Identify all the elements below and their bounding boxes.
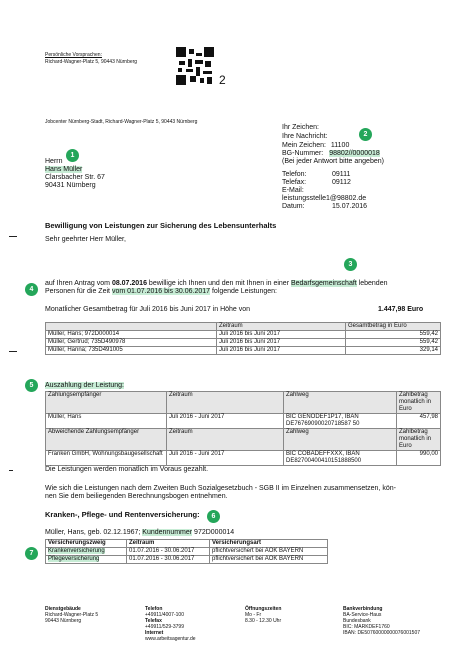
reference-ihr-zeichen: Ihr Zeichen: xyxy=(282,124,319,131)
footer-line: Mo - Fr xyxy=(245,612,262,618)
table-cell: Müller, Gertrud; 735D490978 xyxy=(46,339,217,347)
bg-number-note: (Bei jeder Antwort bitte angeben) xyxy=(282,158,384,165)
table-cell: 329,14 xyxy=(346,347,441,355)
telefax-value: 09112 xyxy=(332,179,351,186)
p1-part-d: Personen für die Zeit xyxy=(45,288,112,295)
footer-fax-title: Telefax xyxy=(145,618,162,624)
telefax-label: Telefax: xyxy=(282,179,307,186)
marker-6: 6 xyxy=(207,510,220,523)
marker-2: 2 xyxy=(359,128,372,141)
footer-line: BIC: MARKDEF1760 xyxy=(343,624,390,630)
table-header-row xyxy=(46,323,441,331)
table-header-row xyxy=(46,540,328,548)
payout-table xyxy=(45,391,441,466)
table-cell: Müller, Hanna; 735D491005 xyxy=(46,347,217,355)
table-header xyxy=(46,323,217,331)
bedarfsgemeinschaft-term: Bedarfsgemeinschaft xyxy=(290,280,357,287)
table-cell: 559,42 xyxy=(346,331,441,339)
table-cell: Pflegeversicherung xyxy=(48,556,100,562)
table-header: Abweichende Zahlungsempfänger xyxy=(46,429,167,451)
footer-line: IBAN: DE50760000000076001507 xyxy=(343,630,421,636)
insured-name: Müller, Hans, geb. 02.12.1967; xyxy=(45,529,143,536)
customer-number: 972D000014 xyxy=(192,529,235,536)
table-cell: Krankenversicherung xyxy=(48,548,105,554)
total-label: Monatlicher Gesamtbetrag für Juli 2016 bis Juni 2017 in Höhe von xyxy=(45,306,251,313)
footer-building xyxy=(45,606,135,624)
explanation xyxy=(45,485,445,501)
recipient-salutation: Herrn xyxy=(45,158,63,165)
table-header: Zahlbetrag monatlich in Euro xyxy=(397,392,441,414)
table-cell: 457,98 xyxy=(397,414,441,429)
p1-part-b: bewillige ich Ihnen und den mit Ihnen in einer xyxy=(146,280,291,287)
table-cell: BIC COBADEFFXXX, IBAN DE82700400410151888500 xyxy=(284,451,397,466)
recipient-street: Clarsbacher Str. 67 xyxy=(45,174,105,181)
table-header: Zeitraum xyxy=(167,392,284,414)
table-cell: pflichtversichert bei AOK BAYERN xyxy=(210,548,328,556)
table-cell: Juli 2016 - Juni 2017 xyxy=(167,451,284,466)
table-header: Zeitraum xyxy=(127,540,210,548)
fold-mark xyxy=(9,236,17,237)
footer-bank xyxy=(343,606,453,636)
table-header-row xyxy=(46,429,441,451)
footer-line: Bundesbank xyxy=(343,618,371,624)
customer-number-label: Kundennummer xyxy=(142,529,193,536)
explanation-line: nen Sie dem beiliegenden Berechnungsbogen entnehmen. xyxy=(45,493,228,500)
marker-7: 7 xyxy=(25,547,38,560)
footer-line: BA-Service-Haus xyxy=(343,612,382,618)
explanation-line: Wie sich die Leistungen nach dem Zweiten Buch Sozialgesetzbuch - SGB II im Einzelnen zusammensetzen, kön- xyxy=(45,485,396,492)
table-cell: Müller, Hans; 972D000014 xyxy=(46,331,217,339)
table-cell: 01.07.2016 - 30.06.2017 xyxy=(127,548,210,556)
table-row xyxy=(46,339,441,347)
contact-block xyxy=(282,171,412,211)
table-header: Zahlweg xyxy=(284,429,397,451)
insured-person xyxy=(45,529,234,537)
bg-number-label: BG-Nummer: xyxy=(282,150,324,157)
reference-ihre-nachricht: Ihre Nachricht: xyxy=(282,133,328,140)
recipient-name: Hans Müller xyxy=(45,166,83,173)
sender-label: Persönliche Vorsprachen: xyxy=(45,52,102,58)
footer-building-title: Dienstgebäude xyxy=(45,606,81,612)
table-header: Gesamtbetrag in Euro xyxy=(346,323,441,331)
footer-line: www.arbeitsagentur.de xyxy=(145,636,196,642)
insurance-table xyxy=(45,539,328,564)
datum-label: Datum: xyxy=(282,203,305,210)
footer-line: 90443 Nürnberg xyxy=(45,618,82,624)
marker-5: 5 xyxy=(25,379,38,392)
footer-bank-title: Bankverbindung xyxy=(343,606,383,612)
recipient-city: 90431 Nürnberg xyxy=(45,182,96,189)
table-cell: Juli 2016 bis Juni 2017 xyxy=(217,331,346,339)
datum-value: 15.07.2016 xyxy=(332,203,368,210)
footer-hours-title: Öffnungszeiten xyxy=(245,606,282,612)
mein-zeichen-value: 11100 xyxy=(330,142,350,149)
qr-code xyxy=(176,47,214,85)
footer-line: Richard-Wagner-Platz 5 xyxy=(45,612,99,618)
footer-line: 8.30 - 12.30 Uhr xyxy=(245,618,282,624)
table-row xyxy=(46,451,441,466)
footer-internet-title: Internet xyxy=(145,630,164,636)
table-header: Zahlungsempfänger xyxy=(46,392,167,414)
table-header: Versicherungsart xyxy=(210,540,328,548)
table-cell: pflichtversichert bei AOK BAYERN xyxy=(210,556,328,564)
table-cell: 01.07.2016 - 30.06.2017 xyxy=(127,556,210,564)
letter-subject: Bewilligung von Leistungen zur Sicherung des Lebensunterhalts xyxy=(45,221,277,230)
table-cell: 990,00 xyxy=(397,451,441,466)
page-number: 2 xyxy=(219,73,226,87)
table-cell: Franken GmbH, Wohnungsbaugesellschaft xyxy=(46,451,167,466)
telefon-value: 09111 xyxy=(332,171,351,178)
insurance-title: Kranken-, Pflege- und Rentenversicherung: xyxy=(45,510,200,519)
table-cell: BIC GENODEF1P17, IBAN DE76769090020718587 50 xyxy=(284,414,397,429)
fold-mark xyxy=(9,351,17,352)
p1-part-a: auf Ihren Antrag vom xyxy=(45,280,112,287)
footer-hours xyxy=(245,606,325,624)
letter-greeting: Sehr geehrter Herr Müller, xyxy=(45,236,126,243)
table-row xyxy=(46,556,328,564)
table-row xyxy=(46,548,328,556)
application-date: 08.07.2016 xyxy=(111,280,147,287)
table-header-row xyxy=(46,392,441,414)
total-value: 1.447,98 Euro xyxy=(378,306,424,313)
footer-line: +49911/529-3799 xyxy=(145,624,184,630)
payout-title: Auszahlung der Leistung: xyxy=(45,382,124,389)
table-cell: Juli 2016 bis Juni 2017 xyxy=(217,347,346,355)
p1-part-e: folgende Leistungen: xyxy=(210,288,277,295)
sender-address: Richard-Wagner-Platz 5, 90443 Nürnberg xyxy=(45,59,138,65)
marker-3: 3 xyxy=(344,258,357,271)
email-value: leistungsstelle1@98802.de xyxy=(282,195,367,202)
table-header: Zeitraum xyxy=(167,429,284,451)
table-cell: Juli 2016 bis Juni 2017 xyxy=(217,339,346,347)
table-header: Zahlweg xyxy=(284,392,397,414)
grant-paragraph xyxy=(45,280,445,296)
bg-number-value: 98802//0000018 xyxy=(329,150,380,157)
table-header: Versicherungszweig xyxy=(46,540,127,548)
fold-mark xyxy=(9,470,13,471)
monthly-note: Die Leistungen werden monatlich im Voraus gezahlt. xyxy=(45,466,209,473)
footer-line: +49911/4007-100 xyxy=(145,612,184,618)
table-row xyxy=(46,331,441,339)
telefon-label: Telefon: xyxy=(282,171,307,178)
table-cell: 559,42 xyxy=(346,339,441,347)
mein-zeichen-label: Mein Zeichen: xyxy=(282,142,326,149)
email-label: E-Mail: xyxy=(282,187,304,194)
return-address: Jobcenter Nürnberg-Stadt, Richard-Wagner-Platz 5, 90443 Nürnberg xyxy=(45,119,198,125)
table-cell: Juli 2016 - Juni 2017 xyxy=(167,414,284,429)
persons-table xyxy=(45,322,441,355)
marker-4: 4 xyxy=(25,283,38,296)
table-row xyxy=(46,347,441,355)
recipient-block xyxy=(45,158,105,190)
footer-phone xyxy=(145,606,235,642)
table-header: Zahlbetrag monatlich in Euro xyxy=(397,429,441,451)
table-row xyxy=(46,414,441,429)
p1-part-c: lebenden xyxy=(356,280,388,287)
grant-period: vom 01.07.2016 bis 30.06.2017 xyxy=(111,288,211,295)
table-header: Zeitraum xyxy=(217,323,346,331)
marker-1: 1 xyxy=(66,149,79,162)
table-cell: Müller, Hans xyxy=(46,414,167,429)
footer-phone-title: Telefon xyxy=(145,606,163,612)
